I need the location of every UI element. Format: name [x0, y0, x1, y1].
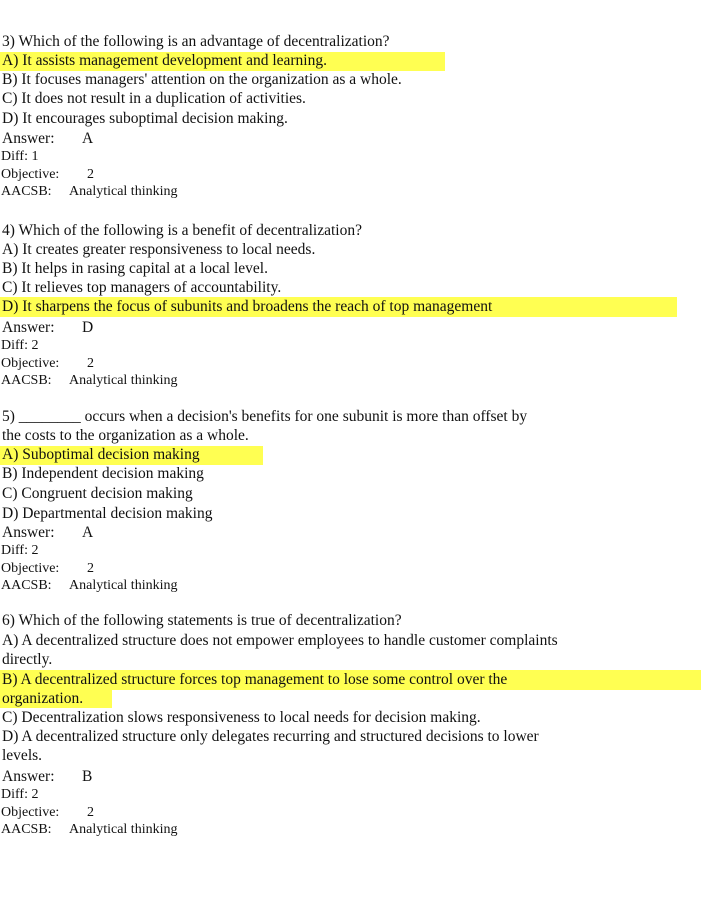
- option-b: B) A decentralized structure forces top management to lose some control over the: [2, 671, 508, 688]
- question-stem: 5) ________ occurs when a decision's benefits for one subunit is more than offset by: [2, 408, 528, 425]
- objective-row: [1, 804, 94, 821]
- diff-row: [1, 337, 38, 354]
- option-d: D) It sharpens the focus of subunits and broadens the reach of top management: [2, 298, 493, 315]
- answer-label: Answer:: [2, 524, 55, 541]
- answer-row: [2, 318, 94, 337]
- answer-label: Answer:: [2, 319, 55, 336]
- answer-value: A: [82, 130, 94, 147]
- diff-value: 2: [31, 543, 39, 558]
- diff-row: [1, 148, 38, 165]
- question-stem: 4) Which of the following is a benefit of decentralization?: [2, 222, 362, 239]
- option-d: D) It encourages suboptimal decision making.: [2, 110, 288, 127]
- answer-row: [2, 129, 94, 148]
- aacsb-value: Analytical thinking: [69, 822, 178, 837]
- objective-row: [1, 166, 94, 183]
- option-c: C) Congruent decision making: [2, 485, 193, 502]
- objective-value: 2: [87, 356, 94, 371]
- aacsb-row: [1, 577, 178, 594]
- objective-label: Objective:: [1, 805, 60, 820]
- option-c: C) It relieves top managers of accountability.: [2, 279, 282, 296]
- aacsb-row: [1, 372, 178, 389]
- diff-label: Diff:: [1, 787, 28, 802]
- aacsb-label: AACSB:: [1, 184, 52, 199]
- diff-row: [1, 786, 38, 803]
- answer-value: A: [82, 524, 94, 541]
- diff-label: Diff:: [1, 149, 28, 164]
- answer-value: B: [82, 768, 93, 785]
- answer-row: [2, 767, 93, 786]
- option-d: D) A decentralized structure only delegates recurring and structured decisions to lower: [2, 728, 539, 745]
- objective-label: Objective:: [1, 561, 60, 576]
- option-a: A) A decentralized structure does not empower employees to handle customer complaints: [2, 632, 558, 649]
- option-b: B) It focuses managers' attention on the organization as a whole.: [2, 71, 402, 88]
- aacsb-value: Analytical thinking: [69, 184, 178, 199]
- answer-value: D: [82, 319, 94, 336]
- option-a: A) It assists management development and learning.: [2, 52, 327, 69]
- option-b: B) Independent decision making: [2, 465, 204, 482]
- option-d-cont: levels.: [2, 747, 43, 764]
- diff-label: Diff:: [1, 543, 28, 558]
- aacsb-label: AACSB:: [1, 822, 52, 837]
- objective-row: [1, 355, 94, 372]
- objective-row: [1, 560, 94, 577]
- option-b: B) It helps in rasing capital at a local level.: [2, 260, 268, 277]
- answer-row: [2, 523, 94, 542]
- aacsb-label: AACSB:: [1, 373, 52, 388]
- diff-value: 1: [31, 149, 39, 164]
- aacsb-row: [1, 183, 178, 200]
- option-d: D) Departmental decision making: [2, 505, 213, 522]
- answer-label: Answer:: [2, 130, 55, 147]
- aacsb-value: Analytical thinking: [69, 373, 178, 388]
- aacsb-value: Analytical thinking: [69, 578, 178, 593]
- objective-label: Objective:: [1, 167, 60, 182]
- objective-value: 2: [87, 561, 94, 576]
- aacsb-label: AACSB:: [1, 578, 52, 593]
- diff-label: Diff:: [1, 338, 28, 353]
- diff-value: 2: [31, 338, 39, 353]
- diff-row: [1, 542, 38, 559]
- objective-value: 2: [87, 805, 94, 820]
- option-a-cont: directly.: [2, 651, 53, 668]
- aacsb-row: [1, 821, 178, 838]
- question-stem: 6) Which of the following statements is true of decentralization?: [2, 612, 402, 629]
- option-a: A) Suboptimal decision making: [2, 446, 200, 463]
- objective-value: 2: [87, 167, 94, 182]
- question-stem: 3) Which of the following is an advantage of decentralization?: [2, 33, 390, 50]
- answer-label: Answer:: [2, 768, 55, 785]
- option-b-cont: organization.: [2, 690, 84, 707]
- question-stem-cont: the costs to the organization as a whole.: [2, 427, 249, 444]
- diff-value: 2: [31, 787, 39, 802]
- option-c: C) Decentralization slows responsiveness to local needs for decision making.: [2, 709, 481, 726]
- option-c: C) It does not result in a duplication of activities.: [2, 90, 306, 107]
- option-a: A) It creates greater responsiveness to local needs.: [2, 241, 316, 258]
- objective-label: Objective:: [1, 356, 60, 371]
